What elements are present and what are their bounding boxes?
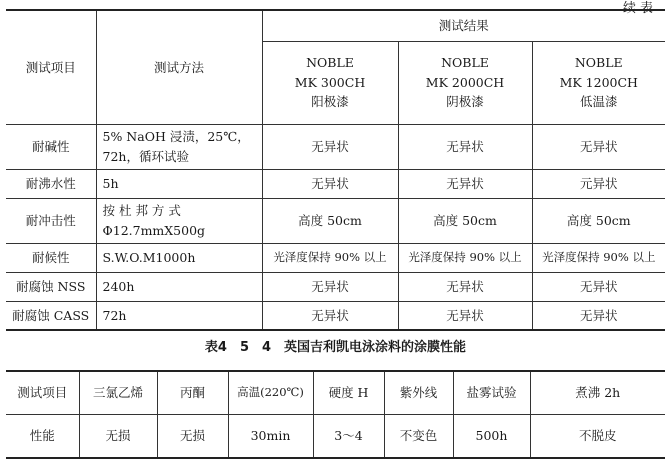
result-cell: 无异状 [398,272,532,301]
continued-label: 续表 [622,1,657,16]
test-item: 耐候性 [6,243,96,272]
value-cell: 不脱皮 [530,415,665,459]
value-cell: 不变色 [384,415,453,459]
value-cell: 无损 [79,415,157,459]
product-model: MK 1200CH [559,74,638,90]
value-cell: 无损 [157,415,228,459]
result-cell: 无异状 [532,124,665,169]
header-cell: 三氯乙烯 [79,371,157,415]
solvent-test-table [6,370,665,459]
product-header [262,41,398,124]
result-cell: 光泽度保持 90% 以上 [398,243,532,272]
result-cell: 无异状 [398,169,532,198]
value-cell: 30min [228,415,313,459]
table-row [6,371,665,415]
header-cell: 煮沸 2h [530,371,665,415]
product-brand: NOBLE [441,55,489,71]
method-line: Φ12.7mmX500g [102,222,206,238]
table-caption: 表4 5 4 英国吉利凯电泳涂料的涂膜性能 [204,340,467,355]
result-cell: 光泽度保持 90% 以上 [532,243,665,272]
test-item: 耐沸水性 [6,169,96,198]
product-header [532,41,665,124]
product-type: 低温漆 [580,94,618,110]
value-cell: 500h [453,415,530,459]
value-cell: 性能 [6,415,79,459]
header-cell: 丙酮 [157,371,228,415]
table-row [6,272,665,301]
test-item: 耐碱性 [6,124,96,169]
header-cell: 测试项目 [6,371,79,415]
method-line: 按 杜 邦 方 式 [102,203,181,219]
result-cell: 无异状 [532,272,665,301]
result-cell: 无异状 [262,169,398,198]
test-method: S.W.O.M1000h [96,243,262,272]
test-method: 240h [96,272,262,301]
table-row [6,198,665,243]
header-test-item: 测试项目 [6,10,96,124]
result-cell: 无异状 [532,301,665,330]
product-type: 阳极漆 [311,94,349,110]
product-header [398,41,532,124]
test-item: 耐腐蚀 CASS [6,301,96,330]
product-brand: NOBLE [306,55,354,71]
table-row [6,415,665,459]
header-test-method: 测试方法 [96,10,262,124]
header-cell: 高温(220℃) [228,371,313,415]
table-row [6,301,665,330]
test-item: 耐冲击性 [6,198,96,243]
result-cell: 无异状 [398,301,532,330]
result-cell: 无异状 [262,272,398,301]
test-method [96,124,262,169]
result-cell: 无异状 [262,124,398,169]
method-line: 5% NaOH 浸渍，25℃， [102,129,250,145]
result-cell: 元异状 [532,169,665,198]
table-row [6,124,665,169]
test-method: 72h [96,301,262,330]
method-line: 72h，循环试验 [102,148,189,164]
result-cell: 光泽度保持 90% 以上 [262,243,398,272]
test-item: 耐腐蚀 NSS [6,272,96,301]
value-cell: 3～4 [313,415,384,459]
product-model: MK 300CH [294,74,366,90]
result-cell: 高度 50cm [532,198,665,243]
table-row [6,243,665,272]
result-cell: 高度 50cm [398,198,532,243]
coating-test-table [6,9,665,331]
header-test-results: 测试结果 [262,10,665,41]
test-method: 5h [96,169,262,198]
product-type: 阴极漆 [446,94,484,110]
test-method [96,198,262,243]
result-cell: 无异状 [262,301,398,330]
result-cell: 无异状 [398,124,532,169]
header-cell: 紫外线 [384,371,453,415]
table-row [6,169,665,198]
product-brand: NOBLE [574,55,623,71]
product-model: MK 2000CH [425,74,505,90]
header-cell: 硬度 H [313,371,384,415]
result-cell: 高度 50cm [262,198,398,243]
header-cell: 盐雾试验 [453,371,530,415]
